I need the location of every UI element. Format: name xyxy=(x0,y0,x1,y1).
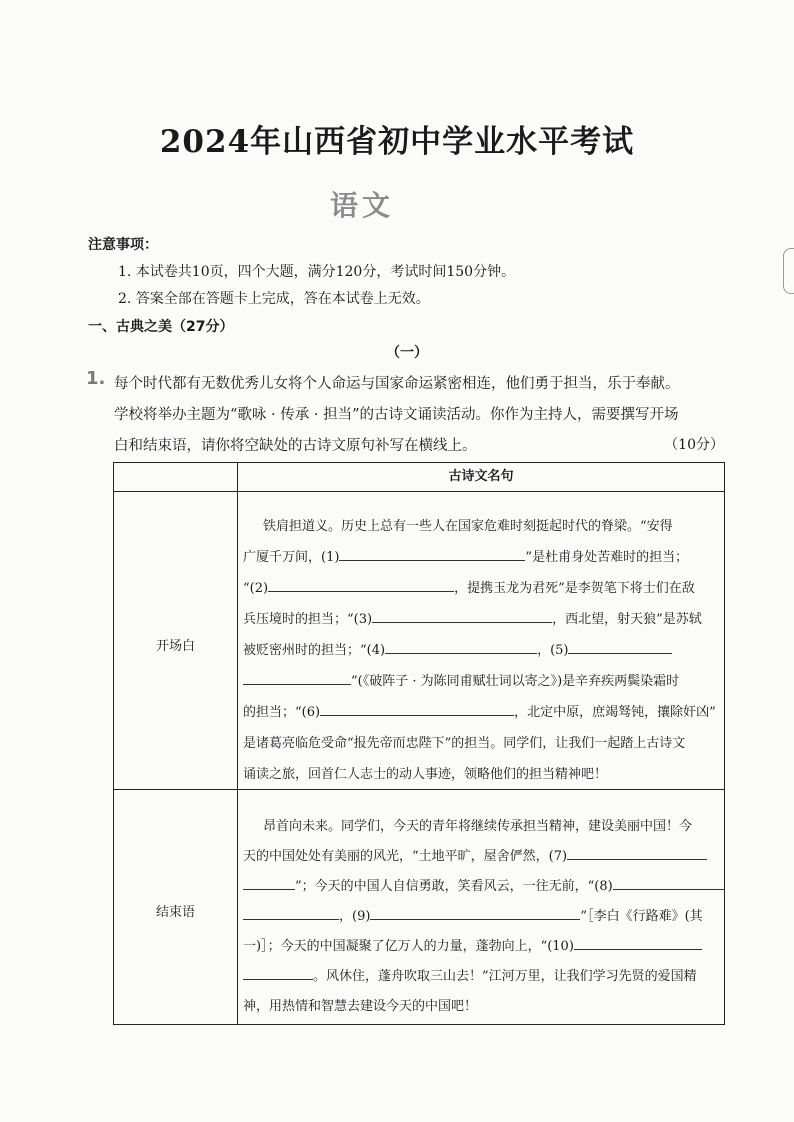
table-column-divider xyxy=(237,463,238,1024)
row-label-closing: 结束语 xyxy=(155,905,195,920)
cell-text: ，提携玉龙为君死”是李贺笔下将士们在敌 xyxy=(454,581,695,596)
blank-8-cont[interactable] xyxy=(243,907,339,920)
cell-text-line xyxy=(243,608,702,627)
cell-text-line xyxy=(243,935,702,954)
cell-text: “(2) xyxy=(243,581,269,596)
cell-text: 天的中国处处有美丽的风光，“土地平旷，屋舍俨然，(7) xyxy=(243,849,568,864)
subject-title: 语文 xyxy=(329,189,394,222)
blank-10-cont[interactable] xyxy=(243,967,313,980)
blank-10[interactable] xyxy=(574,937,702,950)
cell-text-line: 铁肩担道义。历史上总有一些人在国家危难时刻挺起时代的脊梁。“安得 xyxy=(263,519,673,534)
cell-text-line xyxy=(243,577,695,596)
blank-5-cont[interactable] xyxy=(243,672,351,685)
cell-text: ，西北望，射天狼”是苏轼 xyxy=(552,612,702,627)
cell-text-line xyxy=(243,875,725,894)
cell-text-line: 昂首向未来。同学们，今天的青年将继续传承担当精神，建设美丽中国！今 xyxy=(263,819,693,834)
cell-text: ，(5) xyxy=(537,643,569,658)
cell-text-line xyxy=(243,546,688,565)
section-heading: 一、古典之美（27分） xyxy=(88,319,234,335)
cell-text-line: 神，用热情和智慧去建设今天的中国吧！ xyxy=(243,999,478,1014)
cell-text: 的担当；“(6) xyxy=(243,705,321,720)
notes-heading: 注意事项： xyxy=(88,237,158,253)
cell-text-line xyxy=(243,905,703,924)
blank-3[interactable] xyxy=(372,610,552,623)
table-column-header: 古诗文名句 xyxy=(448,469,514,484)
part-marker: （一） xyxy=(386,345,428,361)
cell-text-line: 是诸葛亮临危受命“报先帝而忠陛下”的担当。同学们，让我们一起踏上古诗文 xyxy=(243,736,686,751)
cell-text: 。风休住，蓬舟吹取三山去！”江河万里，让我们学习先贤的爱国精 xyxy=(313,969,697,984)
cell-text-line xyxy=(243,639,672,658)
cell-text: 被贬密州时的担当；“(4) xyxy=(243,643,386,658)
cell-text-line xyxy=(243,965,697,984)
blank-8[interactable] xyxy=(613,877,725,890)
cell-text-line xyxy=(243,670,679,689)
cell-text-line xyxy=(243,845,707,864)
note-item: 1. 本试卷共10页，四个大题，满分120分，考试时间150分钟。 xyxy=(118,264,516,280)
cell-text: 兵压境时的担当；“(3) xyxy=(243,612,373,627)
question-number: 1. xyxy=(86,368,106,389)
row-label-opening: 开场白 xyxy=(155,639,195,654)
blank-7[interactable] xyxy=(567,847,707,860)
blank-6[interactable] xyxy=(320,703,514,716)
question-text-line: 白和结束语，请你将空缺处的古诗文原句补写在横线上。 xyxy=(114,438,477,454)
cell-text: 一)］；今天的中国凝聚了亿万人的力量，蓬勃向上，“(10) xyxy=(243,939,574,954)
cell-text: ，(9) xyxy=(339,909,371,924)
blank-9[interactable] xyxy=(370,907,580,920)
exam-title: 2024年山西省初中学业水平考试 xyxy=(159,124,635,160)
blank-5[interactable] xyxy=(568,641,672,654)
blank-4[interactable] xyxy=(385,641,537,654)
binding-edge-mark xyxy=(783,248,794,294)
blank-7-cont[interactable] xyxy=(243,877,295,890)
table-row-divider xyxy=(114,491,724,492)
cell-text: ，北定中原，庶竭驽钝，攘除奸凶” xyxy=(514,705,716,720)
note-item: 2. 答案全部在答题卡上完成，答在本试卷上无效。 xyxy=(118,291,430,307)
blank-2[interactable] xyxy=(268,579,454,592)
cell-text: ”；今天的中国人自信勇敢，笑看风云，一往无前，“(8) xyxy=(295,879,613,894)
answer-table xyxy=(113,462,725,1025)
cell-text-line xyxy=(243,701,716,720)
cell-text: 广厦千万间，(1) xyxy=(243,550,340,565)
blank-1[interactable] xyxy=(339,548,525,561)
question-text-line: 每个时代都有无数优秀儿女将个人命运与国家命运紧密相连，他们勇于担当，乐于奉献。 xyxy=(114,376,680,392)
cell-text-line: 诵读之旅，回首仁人志士的动人事迹，领略他们的担当精神吧！ xyxy=(243,767,608,782)
question-text-line: 学校将举办主题为“歌咏 · 传承 · 担当”的古诗文诵读活动。你作为主持人，需要撰写开场 xyxy=(114,407,679,423)
cell-text: ”［李白《行路难》(其 xyxy=(580,909,703,924)
cell-text: ”是杜甫身处苦难时的担当； xyxy=(525,550,689,565)
question-points: （10分） xyxy=(664,437,724,453)
cell-text: ”(《破阵子 · 为陈同甫赋壮词以寄之》)是辛弃疾两鬓染霜时 xyxy=(351,674,680,689)
table-row-divider xyxy=(114,789,724,790)
